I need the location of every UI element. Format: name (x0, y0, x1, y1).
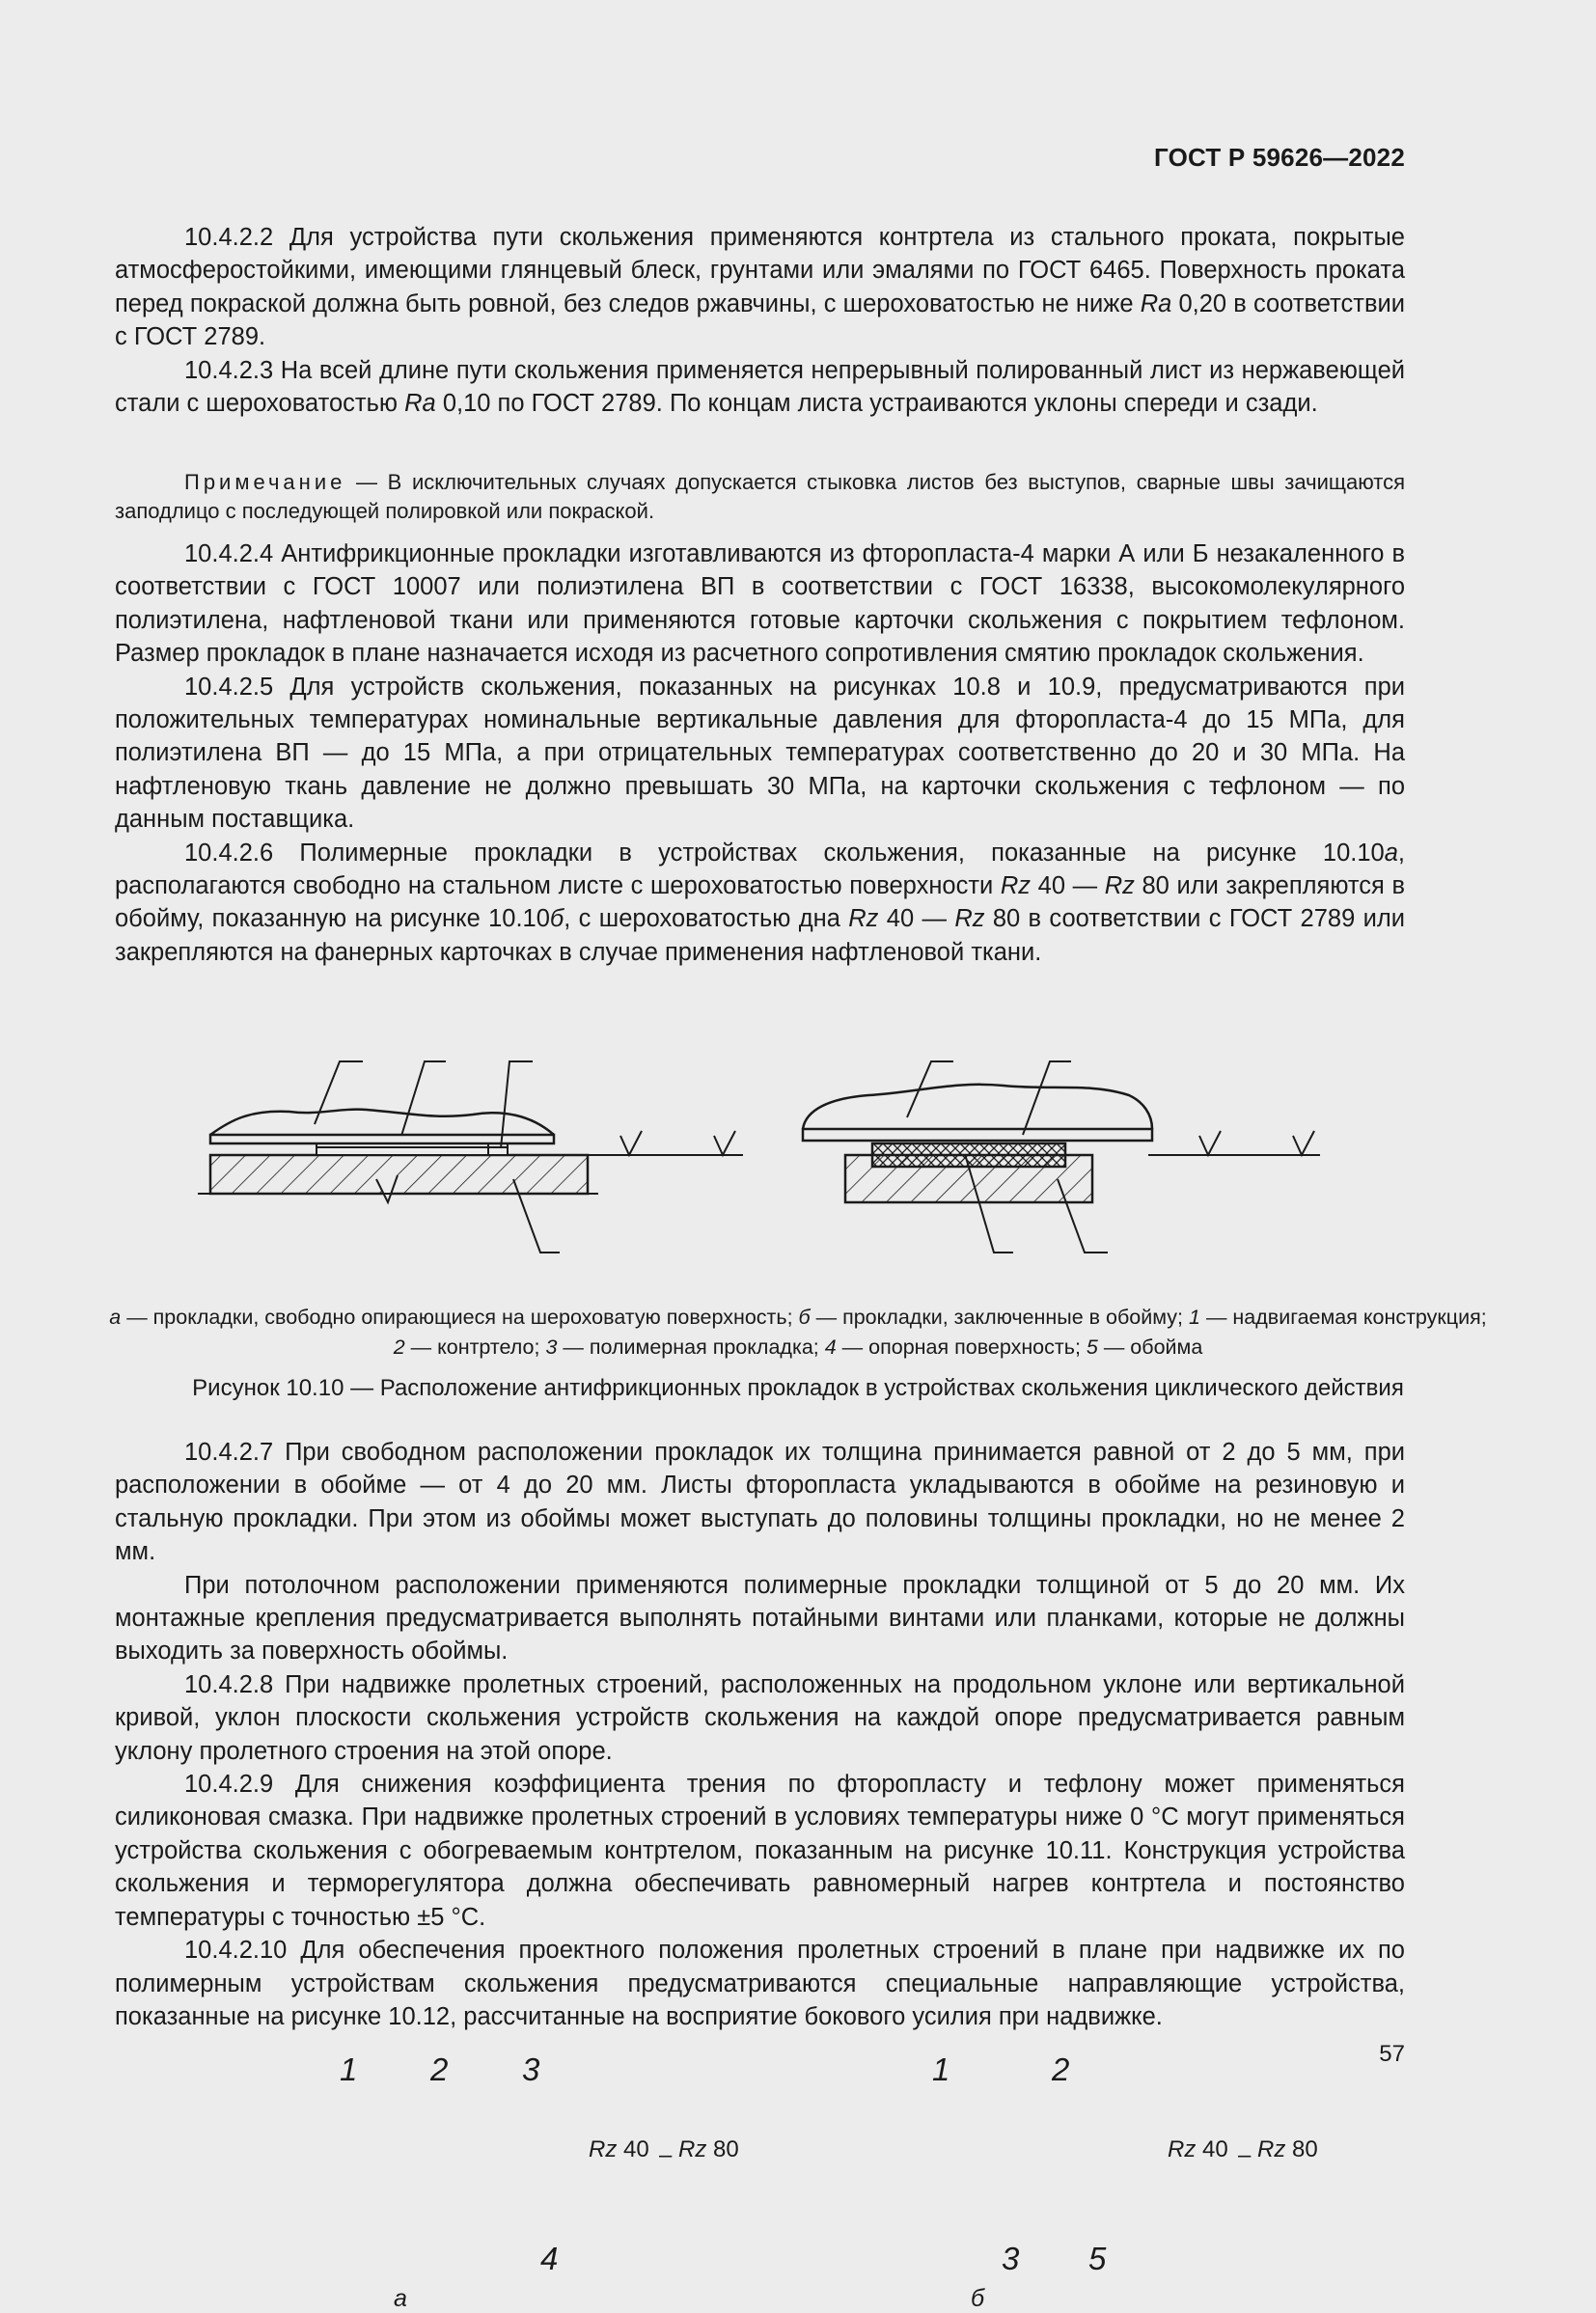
callout-b-2: 2 (1052, 2051, 1070, 2087)
paragraph-10-4-2-2: 10.4.2.2 Для устройства пути скольжения применяются контртела из стального проката, покрытые атмосферостойкими, имеющими глянцевый блеск, грунтами или эмалями по ГОСТ 6465. Поверхность проката перед покраской должна быть ровной, без следов ржавчины, с шероховатостью не ниже Ra 0,20 в соответствии с ГОСТ 2789. (115, 224, 1405, 351)
paragraph-10-4-2-9: 10.4.2.9 Для снижения коэффициента трения по фторопласту и тефлону может применяться силиконовая смазка. При надвижке пролетных строений в условиях температуры ниже 0 °С могут применяться устройства скольжения с обогреваемым контртелом, показанным на рисунке 10.11. Конструкция устройства скольжения и терморегулятора должна обеспечивать равномерный нагрев контртела и постоянство температуры с точностью ±5 °С. (115, 1771, 1405, 1931)
rz-label-a-40: Rz 40 (589, 2136, 649, 2162)
figure-b-drawing (803, 1061, 1320, 1253)
rz-label-a-80: Rz 80 (678, 2136, 739, 2162)
note-text: — В исключительных случаях допускается стыковка листов без выступов, сварные швы зачищаются заподлицо с последующей полировкой или покраской. (115, 470, 1405, 523)
document-header: ГОСТ Р 59626—2022 (1154, 143, 1405, 172)
callout-a-3: 3 (522, 2051, 540, 2087)
rz-label-b-40: Rz 40 (1168, 2136, 1228, 2162)
rz-dash-a: – (659, 2142, 673, 2168)
callout-a-2: 2 (430, 2051, 449, 2087)
paragraph-10-4-2-7-cont: При потолочном расположении применяются полимерные прокладки толщиной от 5 до 20 мм. Их монтажные крепления предусматривается выполнять потайными винтами или планками, которые не должны выходить за поверхность обоймы. (115, 1571, 1405, 1666)
figure-legend: а — прокладки, свободно опирающиеся на шероховатую поверхность; б — прокладки, заключенные в обойму; 1 — надвигаемая конструкция; 2 — контртело; 3 — полимерная прокладка; 4 — опорная поверхность; 5 — обойма (109, 1306, 1487, 1359)
callout-a-1: 1 (340, 2051, 358, 2087)
callout-b-5: 5 (1088, 2241, 1107, 2276)
text-block-top (115, 221, 1405, 420)
text-block-middle (115, 537, 1405, 969)
text-block-bottom (115, 1436, 1405, 2033)
callout-b-3: 3 (1002, 2241, 1020, 2276)
paragraph-10-4-2-4: 10.4.2.4 Антифрикционные прокладки изготавливаются из фторопласта-4 марки А или Б незакаленного в соответствии с ГОСТ 10007 или полиэтилена ВП в соответствии с ГОСТ 16338, высокомолекулярного полиэтилена, нафтленовой ткани или применяются готовые карточки скольжения с покрытием тефлоном. Размер прокладок в плане назначается исходя из расчетного сопротивления смятию прокладок скольжения. (115, 540, 1405, 668)
note (115, 468, 1405, 526)
paragraph-10-4-2-10: 10.4.2.10 Для обеспечения проектного положения пролетных строений в плане при надвижке их по полимерным устройствам скольжения предусматриваются специальные направляющие устройства, показанные на рисунке 10.12, рассчитанные на восприятие бокового усилия при надвижке. (115, 1937, 1405, 2030)
callout-b-1: 1 (932, 2051, 950, 2087)
paragraph-10-4-2-7: 10.4.2.7 При свободном расположении прокладок их толщина принимается равной от 2 до 5 мм, при расположении в обойме — от 4 до 20 мм. Листы фторопласта укладываются в обойме на резиновую и стальную прокладки. При этом из обоймы может выступать до половины толщины прокладки, но не менее 2 мм. (115, 1439, 1405, 1566)
paragraph-10-4-2-6: 10.4.2.6 Полимерные прокладки в устройствах скольжения, показанные на рисунке 10.10а, располагаются свободно на стальном листе с шероховатостью поверхности Rz 40 — Rz 80 или закрепляются в обойму, показанную на рисунке 10.10б, с шероховатостью дна Rz 40 — Rz 80 в соответствии с ГОСТ 2789 или закрепляются на фанерных карточках в случае применения нафтленовой ткани. (115, 839, 1405, 966)
paragraph-10-4-2-3: 10.4.2.3 На всей длине пути скольжения применяется непрерывный полированный лист из нержавеющей стали с шероховатостью Ra 0,10 по ГОСТ 2789. По концам листа устраиваются уклоны спереди и сзади. (115, 356, 1405, 418)
figure-a-drawing (198, 1061, 743, 1253)
subfigure-label-a: а (394, 2285, 407, 2312)
figure-drawing (0, 1023, 1596, 1312)
page-number: 57 (1379, 2041, 1405, 2067)
rz-label-b-80: Rz 80 (1257, 2136, 1318, 2162)
figure-caption: Рисунок 10.10 — Расположение антифрикционных прокладок в устройствах скольжения циклического действия (192, 1375, 1404, 1401)
callout-a-4: 4 (540, 2241, 559, 2276)
note-label: Примечание (184, 470, 346, 494)
subfigure-label-b: б (971, 2285, 985, 2312)
paragraph-10-4-2-8: 10.4.2.8 При надвижке пролетных строений, расположенных на продольном уклоне или вертикальной кривой, уклон плоскости скольжения устройств скольжения на каждой опоре предусматривается равным уклону пролетного строения на этой опоре. (115, 1670, 1405, 1765)
rz-dash-b: – (1238, 2142, 1252, 2168)
paragraph-10-4-2-5: 10.4.2.5 Для устройств скольжения, показанных на рисунках 10.8 и 10.9, предусматриваются при положительных температурах номинальные вертикальные давления для фторопласта-4 до 15 МПа, для полиэтилена ВП — до 15 МПа, а при отрицательных температурах соответственно до 20 и 30 МПа. На нафтленовую ткань давление не должно превышать 30 МПа, на карточки скольжения с тефлоном — по данным поставщика. (115, 673, 1405, 834)
